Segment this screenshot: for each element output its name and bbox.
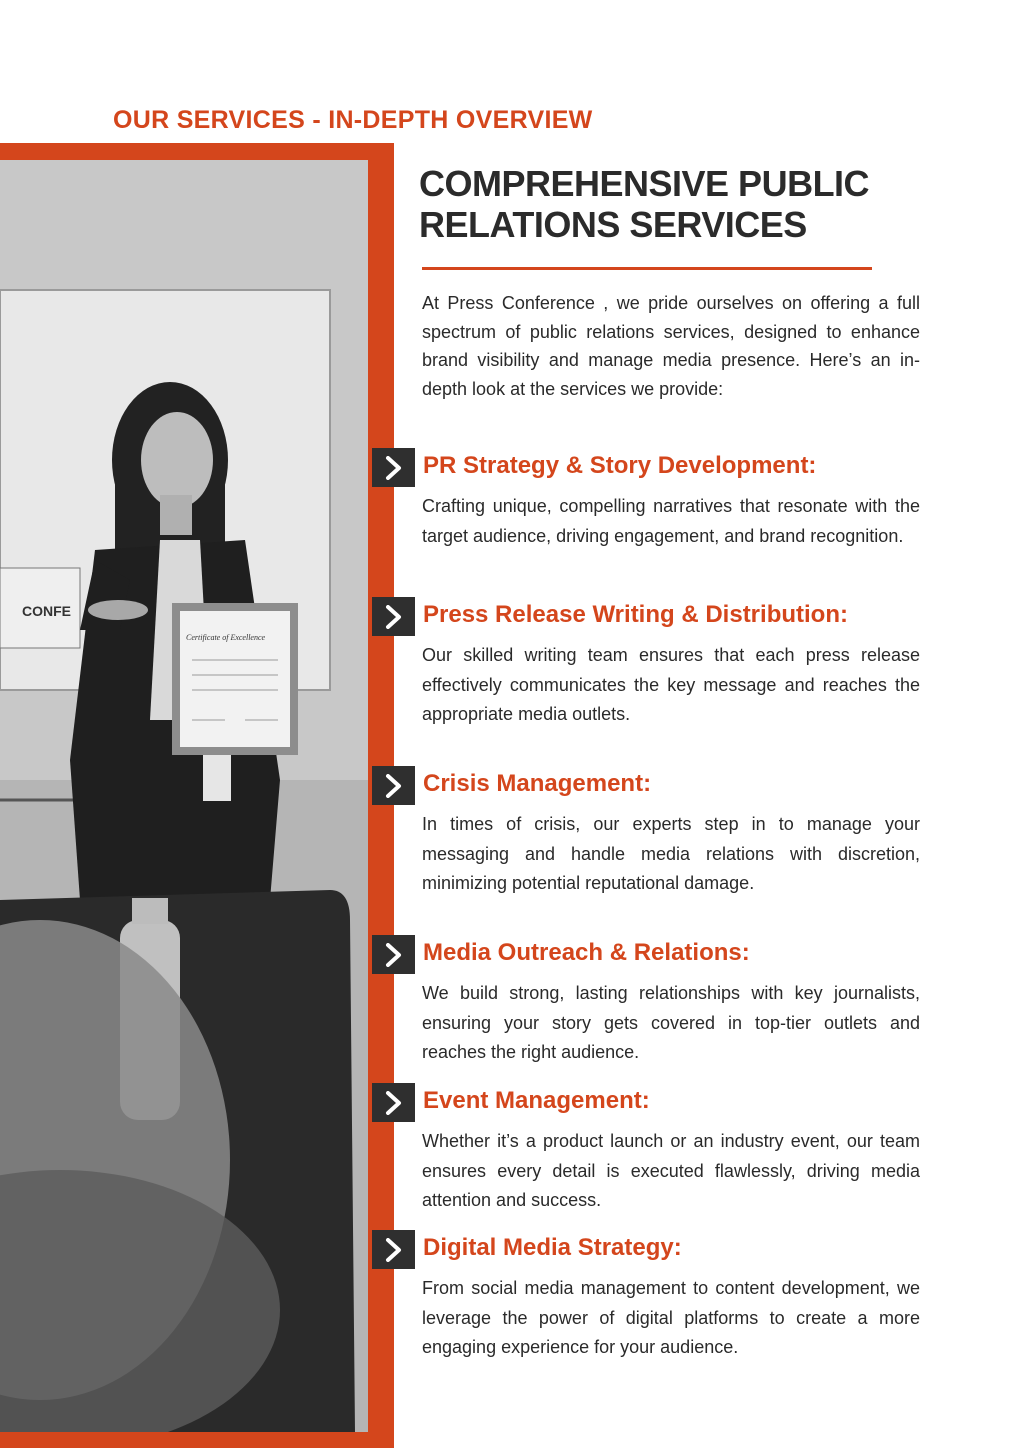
service-description: In times of crisis, our experts step in to manage your messaging and handle media relations with discretion, minimizing potential reputational damage. bbox=[422, 814, 920, 894]
service-item bbox=[372, 1081, 920, 1216]
service-item bbox=[372, 764, 920, 899]
service-item bbox=[372, 595, 920, 730]
title-divider bbox=[422, 267, 872, 270]
speaker-photo bbox=[0, 160, 368, 1432]
service-item bbox=[372, 446, 920, 551]
service-title: Crisis Management: bbox=[423, 770, 652, 797]
service-description: Whether it’s a product launch or an industry event, our team ensures every detail is executed flawlessly, driving media attention and success. bbox=[422, 1131, 920, 1211]
service-description: Our skilled writing team ensures that each press release effectively communicates the key message and reaches the appropriate media outlets. bbox=[422, 645, 920, 725]
service-title: Event Management: bbox=[423, 1087, 650, 1114]
intro-paragraph: At Press Conference , we pride ourselves on offering a full spectrum of public relations services, designed to enhance brand visibility and manage media presence. Here’s an in-depth look at the services we provide: bbox=[422, 293, 920, 399]
chevron-right-icon bbox=[372, 1230, 415, 1269]
chevron-right-icon bbox=[372, 935, 415, 974]
service-title: Digital Media Strategy: bbox=[423, 1234, 682, 1261]
page-title bbox=[419, 163, 979, 245]
service-item bbox=[372, 1228, 920, 1363]
certificate-heading: Certificate of Excellence bbox=[186, 633, 266, 642]
service-title: PR Strategy & Story Development: bbox=[423, 452, 817, 479]
chevron-right-icon bbox=[372, 766, 415, 805]
service-description: We build strong, lasting relationships with key journalists, ensuring your story gets covered in top-tier outlets and reaches the right audience. bbox=[422, 983, 920, 1063]
service-description: From social media management to content development, we leverage the power of digital platforms to create a more engaging experience for your audience. bbox=[422, 1278, 920, 1358]
service-title: Media Outreach & Relations: bbox=[423, 939, 750, 966]
section-eyebrow: OUR SERVICES - IN-DEPTH OVERVIEW bbox=[113, 106, 593, 134]
service-description: Crafting unique, compelling narratives that resonate with the target audience, driving engagement, and brand recognition. bbox=[422, 496, 920, 546]
chevron-right-icon bbox=[372, 1083, 415, 1122]
page-title-line-1: COMPREHENSIVE PUBLIC bbox=[419, 163, 870, 204]
banner-text: CONFE bbox=[22, 603, 71, 619]
service-item bbox=[372, 933, 920, 1068]
page-title-line-2: RELATIONS SERVICES bbox=[419, 204, 807, 245]
chevron-right-icon bbox=[372, 448, 415, 487]
service-title: Press Release Writing & Distribution: bbox=[423, 601, 848, 628]
chevron-right-icon bbox=[372, 597, 415, 636]
